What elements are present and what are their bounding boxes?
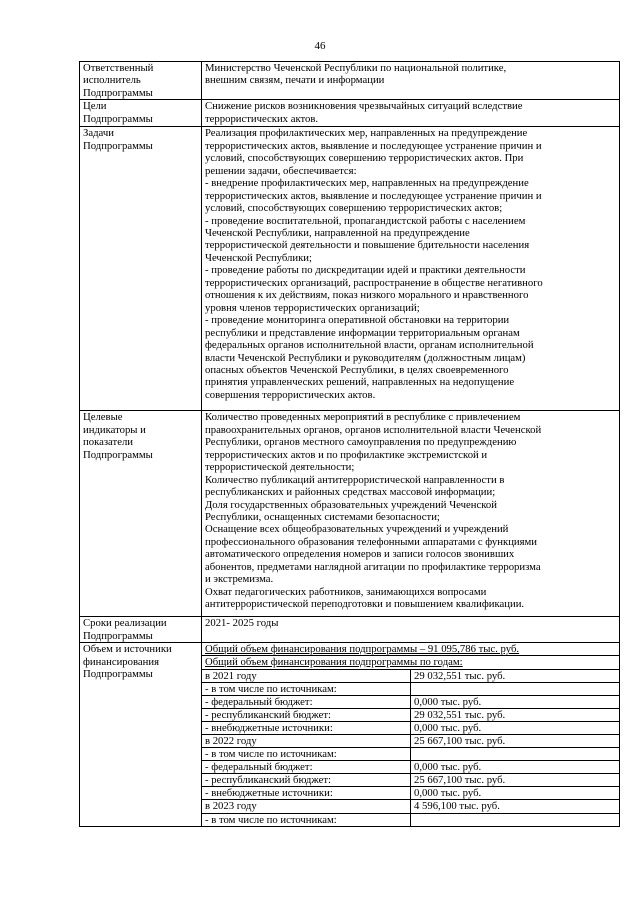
row-indicators — [80, 411, 620, 617]
label-financing-text: Объем и источники финансирования Подпрограммы — [83, 643, 172, 681]
label-goals-text: Цели Подпрограммы — [83, 100, 153, 125]
label-financing — [80, 643, 202, 826]
content-goals-text: Снижение рисков возникновения чрезвычайных ситуаций вследствие террористических актов. — [205, 100, 523, 125]
page-number: 46 — [314, 40, 326, 52]
fin-line-value: 29 032,551 тыс. руб. — [411, 669, 620, 682]
label-responsible-text: Ответственный исполнитель Подпрограммы — [83, 62, 154, 99]
fin-line-row — [202, 774, 619, 787]
fin-by-years-label: Общий объем финансирования подпрограммы по годам: — [205, 656, 463, 669]
fin-line-row — [202, 708, 619, 721]
fin-line-name: в 2022 году — [202, 735, 411, 748]
fin-line-name: - в том числе по источникам: — [202, 682, 411, 695]
fin-total-row — [202, 643, 619, 656]
label-indicators-text: Целевые индикаторы и показатели Подпрограммы — [83, 411, 153, 461]
content-responsible-text: Министерство Чеченской Республики по национальной политике, внешним связям, печати и информации — [205, 62, 507, 87]
fin-line-value: 4 596,100 тыс. руб. — [411, 800, 620, 813]
label-goals — [80, 100, 202, 127]
fin-line-name: в 2023 году — [202, 800, 411, 813]
fin-line-name: в 2021 году — [202, 669, 411, 682]
content-goals — [202, 100, 620, 127]
fin-line-value: 25 667,100 тыс. руб. — [411, 774, 620, 787]
content-indicators-text: Количество проведенных мероприятий в республике с привлечением правоохранительных органов, органов исполнительной власти Чеченской Республики, органов местного самоуправления по предупреждению террористических актов и по профилактике экстремистской и террористической деятельности; Количество публикаций антитеррористической направленности в республиканских и районных средствах массовой информации; Доля государственных образовательных учреждений Чеченской Республики, оснащенных системами безопасности; Оснащение всех общеобразовательных учреждений и учреждений профессионального образования телефонными аппаратами с функциями автоматического определения номеров и записи голосов звонивших абонентов, предметами наглядной агитации по профилактике терроризма и экстремизма. Охват педагогических работников, занимающихся вопросами антитеррористической переподготовки и повышением квалификации. — [205, 411, 542, 611]
content-terms — [202, 617, 620, 643]
fin-line-value: 0,000 тыс. руб. — [411, 721, 620, 734]
label-tasks-text: Задачи Подпрограммы — [83, 127, 153, 152]
content-financing — [202, 643, 620, 826]
subprogram-passport-table — [79, 61, 620, 827]
fin-total-text — [202, 643, 619, 656]
fin-line-row — [202, 721, 619, 734]
content-tasks-text: Реализация профилактических мер, направленных на предупреждение террористических актов, выявление и последующее устранение причин и условий, способствующих совершению террористических актов. При решении задачи, обеспечивается: - внедрение профилактических мер, направленных на предупреждение террористических актов, выявление и последующее устранение причин и условий, способствующих совершению террористических актов; - проведение воспитательной, пропагандистской работы с населением Чеченской Республики, направленной на предупреждение террористической деятельности и повышение бдительности населения Чеченской Республики; - проведение работы по дискредитации идей и практики деятельности террористических организаций, распространение в обществе негативного отношения к их действиям, показ низкого морального и нравственного уровня членов террористических организаций; - проведение мониторинга оперативной обстановки на территории республики и представление информации территориальным органам федеральных органов исполнительной власти, органам исполнительной власти Чеченской Республики и руководителям (должностным лицам) опасных объектов Чеченской Республики, в целях своевременного принятия управленческих решений, направленных на недопущение совершения террористических актов. — [205, 127, 543, 401]
fin-line-name: - республиканский бюджет: — [202, 774, 411, 787]
content-indicators — [202, 411, 620, 617]
fin-line-row — [202, 800, 619, 813]
fin-line-value: 25 667,100 тыс. руб. — [411, 735, 620, 748]
fin-line-name: - в том числе по источникам: — [202, 748, 411, 761]
fin-line-value: 29 032,551 тыс. руб. — [411, 708, 620, 721]
fin-line-value — [411, 813, 620, 826]
fin-line-value: 0,000 тыс. руб. — [411, 787, 620, 800]
fin-line-name: - республиканский бюджет: — [202, 708, 411, 721]
fin-line-row — [202, 787, 619, 800]
row-financing — [80, 643, 620, 826]
fin-line-row — [202, 695, 619, 708]
row-responsible — [80, 62, 620, 100]
fin-by-years-text — [202, 656, 619, 669]
fin-line-name: - внебюджетные источники: — [202, 787, 411, 800]
label-responsible — [80, 62, 202, 100]
fin-line-name: - федеральный бюджет: — [202, 695, 411, 708]
content-responsible — [202, 62, 620, 100]
fin-line-row — [202, 813, 619, 826]
fin-line-value — [411, 682, 620, 695]
row-goals — [80, 100, 620, 127]
fin-line-name: - внебюджетные источники: — [202, 721, 411, 734]
fin-line-row — [202, 669, 619, 682]
label-tasks — [80, 127, 202, 411]
fin-line-value: 0,000 тыс. руб. — [411, 695, 620, 708]
fin-line-row — [202, 735, 619, 748]
fin-line-row — [202, 748, 619, 761]
fin-by-years-row — [202, 656, 619, 669]
row-tasks — [80, 127, 620, 411]
label-terms-text: Сроки реализации Подпрограммы — [83, 617, 167, 642]
financing-table — [202, 643, 619, 825]
row-terms — [80, 617, 620, 643]
label-indicators — [80, 411, 202, 617]
label-terms — [80, 617, 202, 643]
fin-line-value: 0,000 тыс. руб. — [411, 761, 620, 774]
fin-line-row — [202, 682, 619, 695]
fin-line-row — [202, 761, 619, 774]
fin-line-name: - федеральный бюджет: — [202, 761, 411, 774]
fin-total-label: Общий объем финансирования подпрограммы – 91 095,786 тыс. руб. — [205, 643, 520, 656]
content-terms-text: 2021- 2025 годы — [205, 617, 279, 630]
fin-line-name: - в том числе по источникам: — [202, 813, 411, 826]
fin-line-value — [411, 748, 620, 761]
content-tasks — [202, 127, 620, 411]
